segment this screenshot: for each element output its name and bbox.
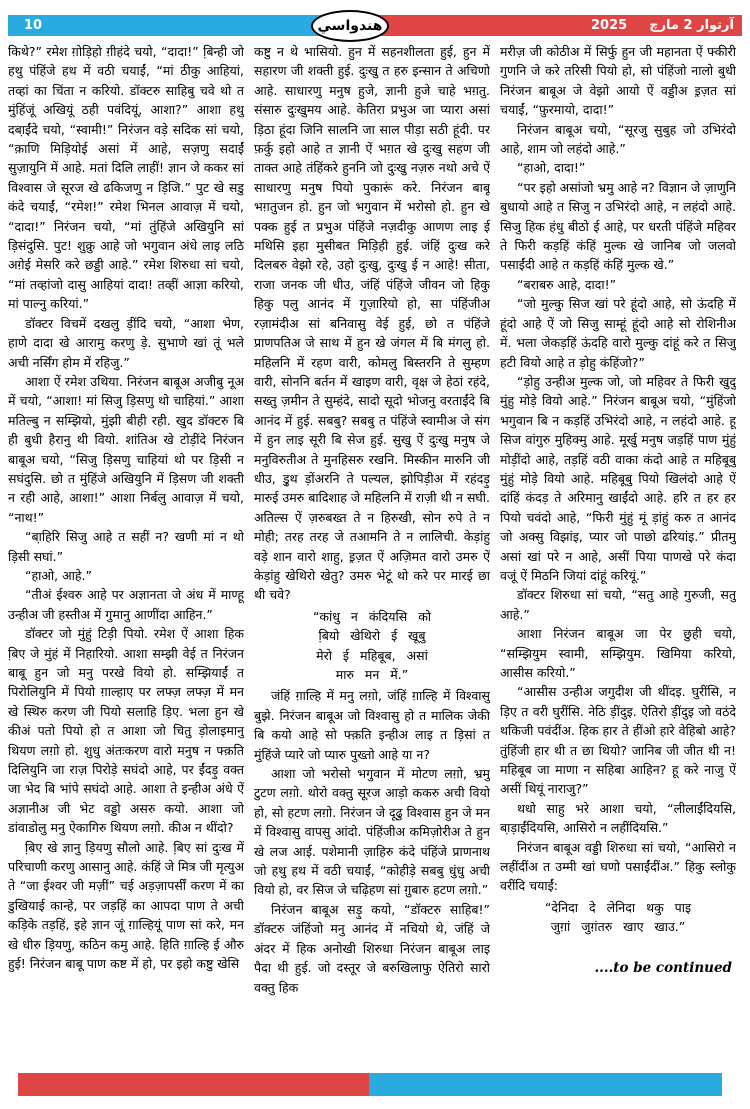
paragraph: मरीज़ जी कोठीअ में सिर्फु हुन जी महानता ऐं फ्कीरी गुणनि जे करे तरिसी पियो हो, सो पंहिंजो नालो बुधी निरंजन बाबूअ जे वेझो आयो ऐं वड्डीअ इ़ज़त सां चयाईं, “फ़ुरमायो, दादा!” bbox=[500, 44, 736, 118]
verse-line: मेरो ई महिबूब, असां bbox=[316, 647, 428, 663]
paragraph: डॉक्टर विचमें दखलु ड़ींदि चयो, “आशा भेण, हाणे दादा खे आरामु करणु ड़े. सुभाणे खां तूं भले अची नर्सिंग होम में रहिजु.” bbox=[8, 315, 244, 370]
verse-line: जुग़ां जुग़ंतरु खाए खाउ.” bbox=[550, 919, 686, 935]
header-band-red bbox=[348, 15, 742, 36]
paragraph: “आसीस उन्हीअ जगुदीश जी थींदइ. घुरींसि, न ड़िए त वरी घुरींसि. नेठि ड़ींदुइ. ऐतिरो ड़ींदुइ जो वठंदे थकिजी पवंदींअ. हिक हार ते हींओ हारे वेहिबो आहे? तुंहिंजी हार थी त छा थियो? जानिब जी जीत थी न! महिबूब जा माणा न सहिबा आहिन? हू करे नाजु ऐं असीं थियूं नाराजु?” bbox=[500, 684, 736, 797]
paragraph: आशा निरंजन बाबूअ जा पेर छुही चयो, “सम्झियुम स्वामी, सम्झियुम. खिमिया करियो, आसीस करियो.” bbox=[500, 626, 736, 680]
paragraph: “हाओ, दादा!” bbox=[517, 160, 586, 176]
paragraph: “बा़हिरि सिजु आहे त सहीं न? खणी मां न थो ड़िसी सघां.” bbox=[8, 529, 244, 564]
header-band-blue bbox=[8, 15, 348, 36]
masthead-logo bbox=[311, 10, 389, 42]
paragraph: “बराबरु आहे, दादा!” bbox=[517, 276, 617, 292]
column-3 bbox=[500, 42, 736, 1070]
paragraph: “ड़ोहु उन्हीअ मुल्क जो, जो महिवर ते फिरी खुदु मुंहु मोड़े वियो आहे.” निरंजन बाबूअ चयो, “मुंहिंजो भगुवान बि न कड़हिं उभिरंदो आहे, न लहंदो आहे. हू सिज वांगुरु मुहिक्मु आहे. मूर्खु मनुष जड़हिं पाण मुंहुं मोड़ींदो आहे, तड़हिं वठी वाका कंदो आहे त महिबूबु मुंहुं मोड़े वियो आहे. महिबूबु पियो खिलंदो आहे ऐं दांहिं कंदड़ ते अरिमानु खाईंदो आहे. हरि त हर हर पियो चवंदो आहे, “फिरी मुंहुं मूं ड़ांहुं करु त आनंद जो अक्सु विझांइ, प्यार जो पाछो ढरियांइ.” प्रीतमु असां खां परे न आहे, असीं पिया पाणखे परे कंदा वजूं ऐं मिठनि जियां दांहूं करियूं.” bbox=[500, 373, 736, 583]
year: 2025 bbox=[591, 18, 628, 33]
paragraph: “पर इहो असांजो भ्रमु आहे न? विज्ञान जे ज़ाणुनि बुधायो आहे त सिजु न उभिरंदो आहे, न लहंदो आहे. सिजु हिक हंधु बीठो ई आहे, पर धरती पंहिंजे महिवर ते फिरी कड़हिं कंहिं मुल्क खे जानिब जो जलवो पसाईंदी आहे त कड़हिं कंहिं मुल्क खे.” bbox=[500, 179, 736, 273]
verse-line: मारु मन में.” bbox=[335, 667, 409, 682]
paragraph: डॉक्टर शिरुधा सां चयो, “सतु आहे गुरुजी, सतु आहे.” bbox=[500, 587, 736, 622]
paragraph: जंहिं ग़ाल्हि में मनु लग़ो, जंहिं ग़ाल्हि में विश्वासु बुझे. निरंजन बाबूअ जो विश्वासु हो त मालिक जेकी बि कयो आहे सो फ्क़ति इन्हीअ लाइ त ड़िसां त मुंहिंजे प्यारे जो प्यारु पुख्तो आहे या न? bbox=[254, 688, 490, 762]
paragraph: आशा ऐं रमेश उथिया. निरंजन बाबूअ अजीबु नूअ में चयो, “आशा! मां सिजु ड़िसणु थो चाहियां.” आशा मतिल्बु न सम्झियो, मुंझी बीही रही. खुद डॉक्टरु बि ही बुधी हैरानु थी वियो. शांतिअ खे टोड़ींदे निरंजन बाबूअ चयो, “सिजु ड़िसणु चाहियां थो पर ड़िसी न सघंदुसि. छो त मुंहिंजे अखियुनि में ड़िसण जी शक्ती न रही आहे, आशा!” आशा निर्बलु आवाज़ में चयो, “नाथ!” bbox=[8, 373, 244, 525]
verse-block bbox=[254, 607, 490, 685]
paragraph: बि़ए खे ज्ञानु ड़ियणु सौलो आहे. बि़ए सां दुःख में परिचाणी करणु आसानु आहे. कंहिं जे मित्र जी मृत्युअ ते “जा ईश्वर जी मज़ीं” चई अड़ज़ापर्सीं करण में का डुखियाई कान्हे, पर जड़हिं का आपदा पाण ते अची कड़िके तड़हिं, इहे ज्ञान जूं ग़ाल्हियूं पाण सां करे, मन खे धीरु ड़ियणु, कठिन कमु आहे. हिति ग़ाल्हि ई औरु हुई! निरंजन बाबू पाण कष्ट में हो, पर इहो कष्टु खेसि bbox=[8, 839, 244, 972]
paragraph: कष्टु न थे भासियो. हुन में सहनशीलता हुई, हुन में सहारण जी शक्ती हुई. दुःखु त हरु इन्सान ते अचिणो आहे. साधारणु मनुष हुजे, ज्ञानी हुजे चाहे भग़तु. संसारु दुःखुमय आहे. केतिरा प्रभुअ जा प्यारा असां ड़िठा हूंदा जिनि सालनि जा साल पीड़ा सठी हूंदी. पर फ़र्कु इहो आहे त ज्ञानी ऐं भग़त खे दुःखु सहण जी ताक्त आहे तंहिंकरे हुननि जो दुःखु नज़रु नथो अचे ऐं साधारणु मनुष पियो पुकारूं करे. निरंजन बाबू भग़तुजन हो. हुन जो भगुवान में भरोसो हो. हुन खे पक्क हुई त प्रभुअ पंहिंजे नज़दीकु आणण लाइ ई मथिसि इहा मुसीबत मिड़िही हुई. जंहिं दुःख करे दिलबरु वेझो रहे, उहो दुःखु, दुःखु ई न आहे! सीता, राजा जनक जी धीउ, जंहिं पंहिंजे जीवन जो हिकु हिकु पलु आनंद में गुज़ारियो हो, सा पंहिंजीअ रज़ामंदीअ सां बनिवासु वेई हुई, छो त पंहिंजे प्राणपतिअ जे साथ में हुन खे जंगल में बि मंगलु हो. महिलनि में रहण वारी, कोमलु बिस्तरनि ते सुम्हण वारी, सोननि बर्तन में खाइण वारी, वृक्ष जे हेठां रहंदे, सख्तु ज़मीन ते सुम्हंदे, सादो सूदो भोजनु वरताईंदे बि आनंद में हुई. सबबु? सबबु त पंहिंजे स्वामीअ जे संग में हुन लाइ सूरी बि सेज हुई. सुखु ऐं दुःखु मनुष जे मनुविरुतीअ ते मुनहिसरु रखनि. मिस्कीन मारुनि जी धीउ, डु़थ ड़ोंअरनि ते पल्यल, झोपिड़ीअ में रहंदड़ु मारुई उमरु बादिशाह जे महिलनि में राज़ी थी न सघी. अतिल्स ऐं ज़रुबख्त ते न हिरुखी, सोन रुपे ते न मोही; तरह तरह जे तआमनि ते न लालिची. केड़ांहु वड़े शान वारो शाहु, इ़ज़त ऐं अज़िमत वारो उमरु ऐं केड़ांहु खेथिरो खेतु? उमरु भेटूं थो करे पर मारई छा थी चवे? bbox=[254, 44, 490, 603]
paragraph: “हाओ, आहे.” bbox=[25, 567, 92, 583]
paragraph: थधो साहु भरे आशा चयो, “लीलाईंदियसि, बा़ड़ाईंदियसि, आसिरो न लहींदियसि.” bbox=[500, 800, 736, 836]
paragraph: “तीअं ईश्वरु आहे पर अज्ञानता जे अंध में माण्हू उन्हीअ जी हस्तीअ में गुमानु आणींदा आहिन.” bbox=[8, 587, 244, 622]
paragraph: निरंजन बाबूअ चयो, “सूरजु सुबुह जो उभिरंदो आहे, शाम जो लहंदो आहे.” bbox=[500, 121, 736, 157]
footer-bar-blue bbox=[369, 1073, 722, 1096]
paragraph: किथे?” रमेश ग़ोड़िहो ग़ीहंदे चयो, “दादा!” बि़न्ही जो हथु पंहिंजे हथ में वठी चयाईं, “मां ठीकु आहियां, तव्हां का चिंता न करियो. डॉक्टरु साहिबु चवे थो त मुंहिंजूं अखियूं ठही पवंदियूं, आशा?” आशा हथु दबा़ईंदे चयो, “स्वामी!” निरंजन वड़े सदिक सां चयो, “क़ाणि मिड़ियोई असां में आहे, सज़णु सदाईं सुज़ायुनि में आहे. मतां दिलि लाहीं! ज्ञान जे ककर सां विश्वास जे सूरज खे ढकिजणु न ड़िजि.” पुट खे सडु कंदे चयाईं, “रमेश!” रमेश भिनल आवाज़ में चयो, “दादा!” निरंजन चयो, “मां तुंहिंजे अखियुनि सां ड़िसंदुसि. पुट! शुक्रु आहे जो भगुवान अंधे लाइ लठि अग़ेई मेसरि करे छड्डी आहे.” रमेश शिरुधा सां चयो, “मां तव्हांजो दासु आहियां दादा! तव्हीं आज्ञा करियो, मां पाल्नु करियां.” bbox=[8, 44, 244, 312]
masthead-logo-text: هندواسي bbox=[317, 18, 383, 34]
paragraph: निरंजन बाबूअ सड़ु कयो, “डॉक्टरु साहिब!” डॉक्टरु जंहिंजो मनु आनंद में नचियो थे, जंहिं जे अंदर में हिक अनोखी शिरुधा निरंजन बाबूअ लाइ पैदा थी हुई. जो दस्तूर जे बरुखिलाफु ऐतिरो सारो वक्तु हिक bbox=[254, 901, 490, 995]
footer-bar-red bbox=[18, 1073, 369, 1096]
page-number: 10 bbox=[24, 18, 43, 33]
verse-line: बि़यो खेथिरो ई खूबु bbox=[318, 628, 426, 644]
verse-line: “कांधु न कंदियसि को bbox=[312, 608, 432, 624]
paragraph: “जो मुल्कु सिज खां परे हूंदो आहे, सो ऊंदहि में हूंदो आहे ऐं जो सिजु साम्हूं हूंदो आहे सो रोशिनीअ में. भला जेकड़हिं ऊंदहि वारो मुल्कु दांहूं करे त सिजु हटी वियो आहे त ड़ोहु कंहिंजो?” bbox=[500, 296, 736, 370]
column-2 bbox=[254, 42, 490, 1070]
date-line: آرتوار 2 مارچ bbox=[649, 18, 734, 33]
to-be-continued: ....to be continued bbox=[594, 959, 732, 976]
column-1 bbox=[8, 42, 244, 1070]
paragraph: निरंजन बाबूअ वड्डी शिरुधा सां चयो, “आसिरो न लहींदींअ त उम्मी खां घणो पसाईंदींअ.” हिकु स्लोकु वरींदि चयाईं: bbox=[500, 839, 736, 894]
verse-line: “देनिदा दे लेनिदा थकु पाइ bbox=[544, 899, 692, 915]
verse-block bbox=[500, 898, 736, 937]
header-date bbox=[591, 18, 734, 33]
paragraph: आशा जो भरोसो भगुवान में मोटण लग़ो, भ्रमु टुटण लग़ो. थोरो वक्तु सूरज आड़ो ककरु अची वियो हो, सो हटण लग़ो. निरंजन जे दूढु विश्वास हुन जे मन में विश्वासु वापसु आंदो. पंहिंजीअ कमिज़ोरीअ ते हुन खे लज आई. पशेमानी ज़ाहिरु कंदे पंहिंजे प्राणनाथ जो हथु हथ में वठी चयाईं, “कोहीड़े सबबु धुंधु अची वियो हो, वर सिज जे चढ़िहण सां गु़बारु हटण लग़ो.” bbox=[254, 766, 490, 898]
paragraph: डॉक्टर जो मुंहुं टिड़ी पियो. रमेश ऐं आशा हिक बि़ए जे मुंहं में निहारियो. आशा सम्झी वेई त निरंजन बाबू हुन जो मनु परखे वियो हो. सम्झियाईं त पिरोलियुनि में पियो ग़ाल्हाए पर लफ्ज़ लफ्ज़ में मन खे स्थिरु करण जी पियो सलाहि ड़िए. भला हुन खे कीअं पतो पियो हो त आशा जो चितु ड़ोलाइमानु थियण लग़ो हो. शुधु अंतःकरण वारो मनुष न फ्क़ति दिलियुनि जा राज़ पिरोड़े सघंदो आहे, पर ईंदड़ु वक्त जा भेद बि भांपे सघंदो आहे. आशा ते इन्हीअ अंधे ऐं अज्ञानीअ जी भेट वड्डो असरु कयो. आशा जो डांवाडोलु मनु ऐकागिरु थियण लग़ो. कीअ न थींदो? bbox=[8, 626, 244, 836]
